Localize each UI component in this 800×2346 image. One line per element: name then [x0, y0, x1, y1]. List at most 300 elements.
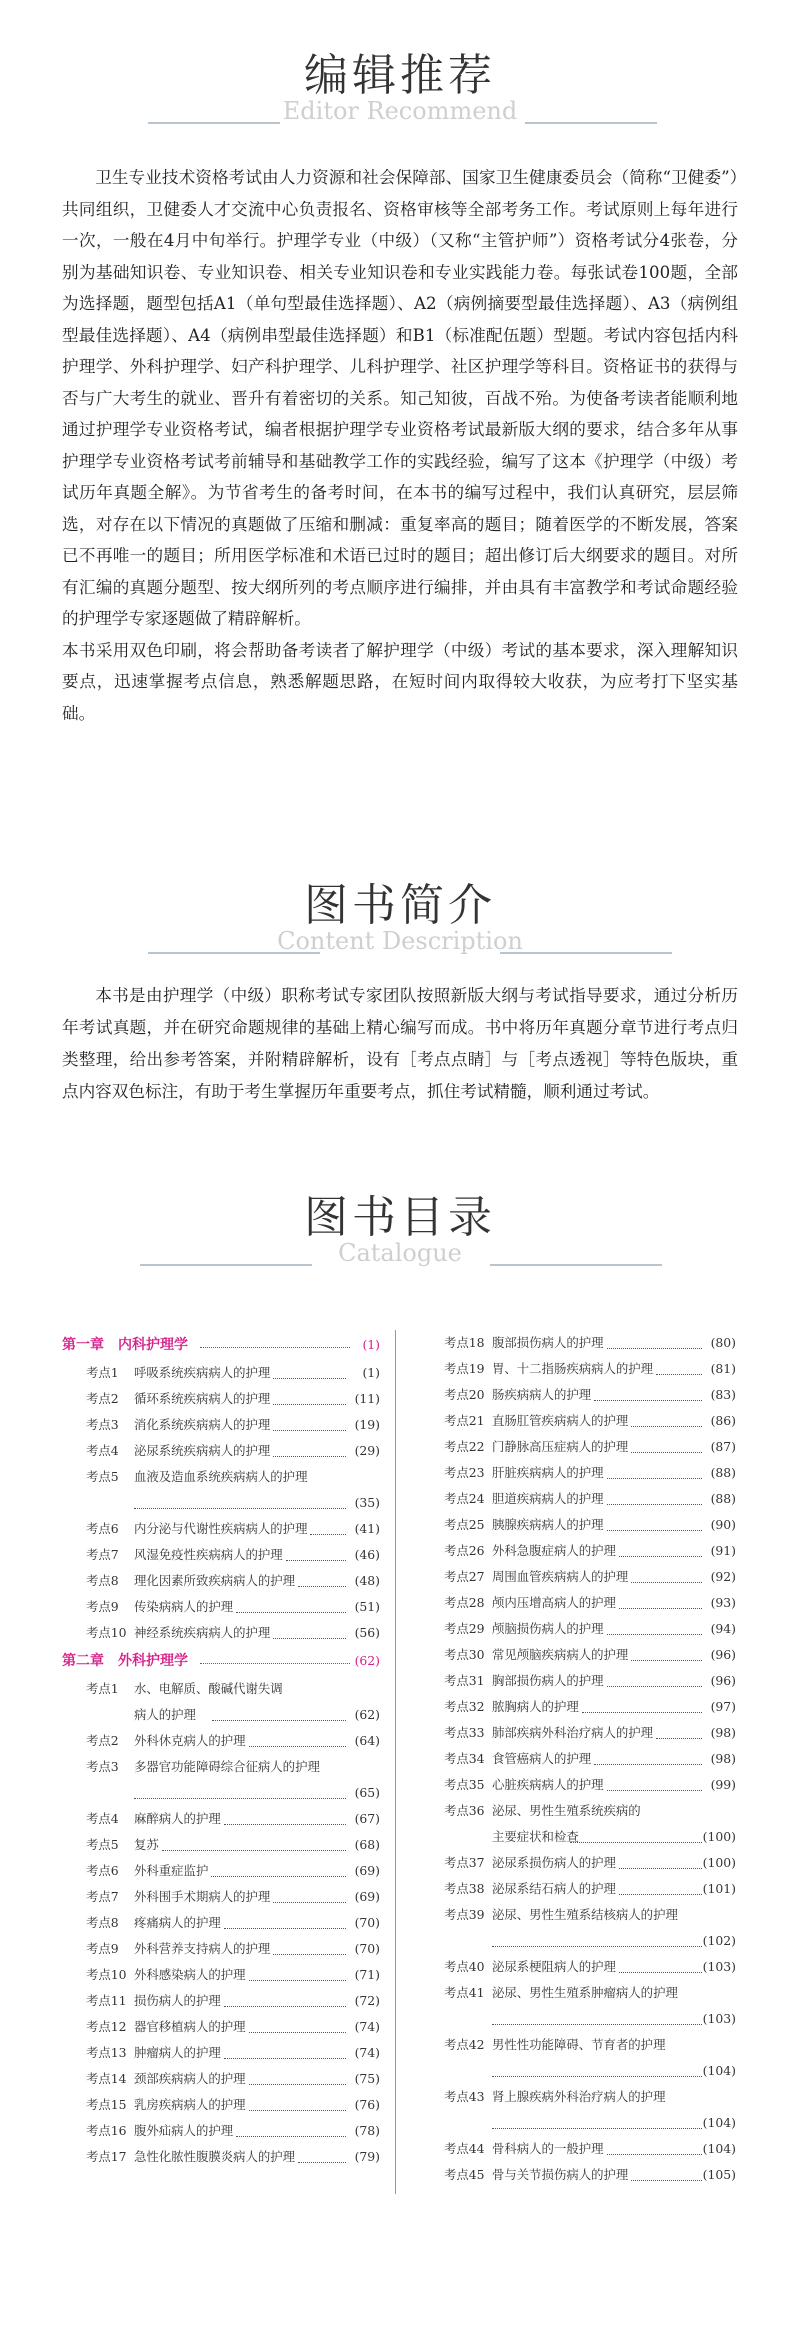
leader-dots — [273, 1404, 346, 1405]
entry-number: 考点6 — [86, 1863, 119, 1878]
entry-page: (98) — [710, 1725, 736, 1740]
entry-number: 考点18 — [444, 1335, 485, 1350]
entry-page: (67) — [354, 1811, 380, 1826]
editor-text — [62, 162, 738, 729]
toc-entry[interactable] — [420, 1850, 736, 1876]
entry-page: (97) — [710, 1699, 736, 1714]
chapter-page: (62) — [354, 1653, 380, 1668]
leader-dots — [619, 1556, 702, 1557]
leader-dots — [607, 1634, 702, 1635]
entry-number: 考点4 — [86, 1811, 119, 1826]
entry-title: 肝脏疾病病人的护理 — [492, 1465, 604, 1480]
entry-number: 考点3 — [86, 1417, 119, 1432]
entry-number: 考点32 — [444, 1699, 485, 1714]
entry-number: 考点27 — [444, 1569, 485, 1584]
entry-title: 胰腺疾病病人的护理 — [492, 1517, 604, 1532]
entry-number: 考点9 — [86, 1941, 119, 1956]
toc-entry[interactable] — [62, 1676, 380, 1728]
entry-title: 脓胸病人的护理 — [492, 1699, 579, 1714]
toc-chapter[interactable] — [62, 1330, 380, 1360]
toc-entry[interactable] — [420, 1772, 736, 1798]
entry-number: 考点39 — [444, 1907, 485, 1922]
entry-number: 考点26 — [444, 1543, 485, 1558]
toc-entry[interactable] — [420, 1616, 736, 1642]
entry-title: 器官移植病人的护理 — [134, 2019, 246, 2034]
editor-title — [0, 50, 800, 124]
entry-title: 胸部损伤病人的护理 — [492, 1673, 604, 1688]
entry-page: (72) — [354, 1993, 380, 2008]
leader-dots — [273, 1954, 346, 1955]
editor-paragraph-2: 本书采用双色印刷，将会帮助备考读者了解护理学（中级）考试的基本要求，深入理解知识要点，迅速掌握考点信息，熟悉解题思路，在短时间内取得较大收获，为应考打下坚实基础。 — [62, 640, 738, 723]
entry-page: (100) — [702, 1829, 736, 1844]
entry-page: (104) — [702, 2115, 736, 2130]
entry-title: 心脏疾病病人的护理 — [492, 1777, 604, 1792]
entry-page: (69) — [354, 1889, 380, 1904]
entry-title-line2: 主要症状和检查 — [492, 1829, 579, 1844]
toc-entry[interactable] — [62, 1754, 380, 1806]
entry-title: 颅脑损伤病人的护理 — [492, 1621, 604, 1636]
leader-dots — [236, 2136, 346, 2137]
leader-dots — [134, 1508, 346, 1509]
leader-dots — [656, 1738, 702, 1739]
leader-dots — [310, 1534, 346, 1535]
entry-page: (41) — [354, 1521, 380, 1536]
entry-title: 神经系统疾病病人的护理 — [134, 1625, 271, 1640]
leader-dots — [619, 1608, 702, 1609]
entry-page: (104) — [702, 2063, 736, 2078]
entry-number: 考点13 — [86, 2045, 127, 2060]
entry-page: (74) — [354, 2045, 380, 2060]
toc-entry[interactable] — [420, 1486, 736, 1512]
toc-entry[interactable] — [62, 1386, 380, 1412]
entry-title: 泌尿系结石病人的护理 — [492, 1881, 616, 1896]
leader-dots — [236, 1612, 346, 1613]
entry-title: 肾上腺疾病外科治疗病人的护理 — [492, 2089, 666, 2104]
toc-entry[interactable] — [62, 1620, 380, 1646]
entry-page: (102) — [702, 1933, 736, 1948]
toc-entry[interactable] — [420, 2084, 736, 2136]
intro-title — [0, 880, 800, 954]
leader-dots — [619, 1972, 702, 1973]
entry-number: 考点38 — [444, 1881, 485, 1896]
leader-dots — [492, 2024, 702, 2025]
entry-number: 考点3 — [86, 1759, 119, 1774]
leader-dots — [607, 1790, 702, 1791]
entry-number: 考点15 — [86, 2097, 127, 2112]
entry-number: 考点8 — [86, 1573, 119, 1588]
entry-title: 门静脉高压症病人的护理 — [492, 1439, 629, 1454]
entry-title: 骨科病人的一般护理 — [492, 2141, 604, 2156]
toc-entry[interactable] — [420, 1876, 736, 1902]
toc-entry[interactable] — [420, 1538, 736, 1564]
leader-dots — [619, 1868, 702, 1869]
leader-dots — [249, 2032, 346, 2033]
entry-page: (92) — [710, 1569, 736, 1584]
toc-entry[interactable] — [62, 2092, 380, 2118]
intro-text — [62, 980, 738, 1108]
leader-dots — [631, 1660, 702, 1661]
toc-entry[interactable] — [420, 1668, 736, 1694]
entry-page: (96) — [710, 1647, 736, 1662]
entry-page: (80) — [710, 1335, 736, 1350]
entry-number: 考点29 — [444, 1621, 485, 1636]
entry-title: 胃、十二指肠疾病病人的护理 — [492, 1361, 654, 1376]
chapter-page: (1) — [362, 1337, 380, 1352]
toc-entry[interactable] — [62, 1360, 380, 1386]
entry-page: (64) — [354, 1733, 380, 1748]
entry-page: (56) — [354, 1625, 380, 1640]
entry-title: 泌尿系梗阻病人的护理 — [492, 1959, 616, 1974]
entry-title: 外科重症监护 — [134, 1863, 209, 1878]
entry-page: (90) — [710, 1517, 736, 1532]
entry-page: (51) — [354, 1599, 380, 1614]
toc-entry[interactable] — [420, 1408, 736, 1434]
leader-dots — [273, 1638, 346, 1639]
intro-paragraph: 本书是由护理学（中级）职称考试专家团队按照新版大纲与考试指导要求，通过分析历年考试真题，并在研究命题规律的基础上精心编写而成。书中将历年真题分章节进行考点归类整理，给出参考答案，并附精辟解析，设有［考点点睛］与［考点透视］等特色版块，重点内容双色标注，有助于考生掌握历年重要考点，抓住考试精髓，顺利通过考试。 — [62, 986, 738, 1101]
entry-number: 考点20 — [444, 1387, 485, 1402]
toc-entry[interactable] — [420, 1356, 736, 1382]
toc-entry[interactable] — [420, 1642, 736, 1668]
entry-title: 麻醉病人的护理 — [134, 1811, 221, 1826]
entry-number: 考点1 — [86, 1681, 119, 1696]
toc-entry[interactable] — [420, 2162, 736, 2188]
entry-number: 考点7 — [86, 1547, 119, 1562]
entry-page: (81) — [710, 1361, 736, 1376]
entry-page: (48) — [354, 1573, 380, 1588]
leader-dots — [134, 1798, 346, 1799]
toc-entry[interactable] — [420, 1798, 736, 1850]
leader-dots — [631, 2180, 702, 2181]
entry-number: 考点5 — [86, 1837, 119, 1852]
leader-dots — [631, 1452, 702, 1453]
entry-title: 外科急腹症病人的护理 — [492, 1543, 616, 1558]
entry-number: 考点35 — [444, 1777, 485, 1792]
toc-entry[interactable] — [62, 1542, 380, 1568]
entry-title: 理化因素所致疾病病人的护理 — [134, 1573, 296, 1588]
entry-page: (105) — [702, 2167, 736, 2182]
toc-entry[interactable] — [62, 2040, 380, 2066]
entry-number: 考点44 — [444, 2141, 485, 2156]
entry-page: (103) — [702, 2011, 736, 2026]
toc-entry[interactable] — [420, 2032, 736, 2084]
leader-dots — [594, 1400, 702, 1401]
entry-title: 骨与关节损伤病人的护理 — [492, 2167, 629, 2182]
leader-dots — [273, 1430, 346, 1431]
entry-number: 考点19 — [444, 1361, 485, 1376]
toc-entry[interactable] — [62, 1594, 380, 1620]
entry-page: (87) — [710, 1439, 736, 1454]
entry-page: (99) — [710, 1777, 736, 1792]
section-title-en: Catalogue — [338, 1239, 462, 1267]
toc-entry[interactable] — [420, 1434, 736, 1460]
entry-number: 考点24 — [444, 1491, 485, 1506]
entry-page: (101) — [702, 1881, 736, 1896]
entry-title: 泌尿系统疾病病人的护理 — [134, 1443, 271, 1458]
entry-title: 周围血管疾病病人的护理 — [492, 1569, 629, 1584]
toc-left-column — [62, 1330, 380, 2170]
leader-dots — [249, 1980, 346, 1981]
toc-entry[interactable] — [62, 1568, 380, 1594]
entry-title: 胆道疾病病人的护理 — [492, 1491, 604, 1506]
entry-page: (79) — [354, 2149, 380, 2164]
toc-entry[interactable] — [420, 1330, 736, 1356]
toc-right-column — [420, 1330, 736, 2188]
entry-title: 男性性功能障碍、节育者的护理 — [492, 2037, 666, 2052]
leader-dots — [656, 1374, 702, 1375]
entry-title: 损伤病人的护理 — [134, 1993, 221, 2008]
entry-page: (88) — [710, 1491, 736, 1506]
entry-number: 考点31 — [444, 1673, 485, 1688]
toc-entry[interactable] — [62, 1936, 380, 1962]
entry-title: 内分泌与代谢性疾病病人的护理 — [134, 1521, 308, 1536]
entry-number: 考点41 — [444, 1985, 485, 2000]
leader-dots — [298, 1586, 346, 1587]
leader-dots — [631, 1426, 702, 1427]
toc-entry[interactable] — [62, 1858, 380, 1884]
leader-dots — [200, 1347, 350, 1348]
entry-title: 直肠肛管疾病病人的护理 — [492, 1413, 629, 1428]
leader-dots — [224, 2006, 346, 2007]
entry-page: (35) — [354, 1495, 380, 1510]
toc-entry[interactable] — [62, 1464, 380, 1516]
entry-number: 考点23 — [444, 1465, 485, 1480]
entry-number: 考点25 — [444, 1517, 485, 1532]
entry-title: 多器官功能障碍综合征病人的护理 — [134, 1759, 320, 1774]
entry-page: (93) — [710, 1595, 736, 1610]
leader-dots — [212, 1720, 346, 1721]
entry-page: (96) — [710, 1673, 736, 1688]
toc-entry[interactable] — [62, 1516, 380, 1542]
section-title-en: Editor Recommend — [282, 97, 518, 125]
entry-number: 考点22 — [444, 1439, 485, 1454]
entry-title: 乳房疾病病人的护理 — [134, 2097, 246, 2112]
entry-number: 考点11 — [86, 1993, 127, 2008]
toc-entry[interactable] — [420, 1746, 736, 1772]
leader-dots — [224, 1928, 346, 1929]
toc-entry[interactable] — [420, 1512, 736, 1538]
toc-entry[interactable] — [420, 1590, 736, 1616]
entry-page: (65) — [354, 1785, 380, 1800]
leader-dots — [607, 2154, 702, 2155]
entry-title: 传染病病人的护理 — [134, 1599, 234, 1614]
entry-title: 呼吸系统疾病病人的护理 — [134, 1365, 271, 1380]
toc-entry[interactable] — [62, 1988, 380, 2014]
leader-dots — [249, 1746, 346, 1747]
leader-dots — [594, 1764, 702, 1765]
toc-entry[interactable] — [62, 2144, 380, 2170]
entry-number: 考点16 — [86, 2123, 127, 2138]
toc-entry[interactable] — [420, 1564, 736, 1590]
toc-chapter[interactable] — [62, 1646, 380, 1676]
leader-dots — [607, 1686, 702, 1687]
leader-dots — [607, 1348, 702, 1349]
entry-title: 急性化脓性腹膜炎病人的护理 — [134, 2149, 296, 2164]
catalogue-title — [0, 1192, 800, 1266]
leader-dots — [619, 1894, 702, 1895]
toc-entry[interactable] — [62, 2014, 380, 2040]
entry-page: (11) — [354, 1391, 380, 1406]
entry-title: 外科围手术期病人的护理 — [134, 1889, 271, 1904]
entry-page: (70) — [354, 1915, 380, 1930]
leader-dots — [607, 1478, 702, 1479]
toc-entry[interactable] — [420, 1720, 736, 1746]
chapter-title: 第一章 内科护理学 — [62, 1337, 188, 1353]
leader-dots — [570, 1842, 702, 1843]
entry-title: 消化系统疾病病人的护理 — [134, 1417, 271, 1432]
toc-entry[interactable] — [62, 2066, 380, 2092]
entry-title: 循环系统疾病病人的护理 — [134, 1391, 271, 1406]
entry-number: 考点43 — [444, 2089, 485, 2104]
entry-page: (46) — [354, 1547, 380, 1562]
entry-title-line2: 病人的护理 — [134, 1707, 196, 1722]
entry-title: 食管癌病人的护理 — [492, 1751, 592, 1766]
entry-page: (83) — [710, 1387, 736, 1402]
entry-number: 考点12 — [86, 2019, 127, 2034]
toc-entry[interactable] — [420, 1694, 736, 1720]
entry-title: 肿瘤病人的护理 — [134, 2045, 221, 2060]
toc-entry[interactable] — [62, 1728, 380, 1754]
toc-entry[interactable] — [62, 1412, 380, 1438]
toc-entry[interactable] — [62, 2118, 380, 2144]
leader-dots — [224, 1824, 346, 1825]
section-title-cn: 编辑推荐 — [304, 50, 496, 101]
toc-divider — [395, 1330, 396, 2194]
entry-page: (100) — [702, 1855, 736, 1870]
entry-page: (71) — [354, 1967, 380, 1982]
toc-entry[interactable] — [420, 1902, 736, 1954]
entry-page: (78) — [354, 2123, 380, 2138]
leader-dots — [582, 1712, 702, 1713]
leader-dots — [492, 1946, 702, 1947]
entry-title: 颅内压增高病人的护理 — [492, 1595, 616, 1610]
entry-page: (88) — [710, 1465, 736, 1480]
entry-title: 风湿免疫性疾病病人的护理 — [134, 1547, 283, 1562]
entry-number: 考点2 — [86, 1733, 119, 1748]
section-title-en: Content Description — [277, 927, 523, 955]
entry-number: 考点4 — [86, 1443, 119, 1458]
entry-title: 腹外疝病人的护理 — [134, 2123, 234, 2138]
entry-number: 考点40 — [444, 1959, 485, 1974]
entry-number: 考点10 — [86, 1967, 127, 1982]
toc-entry[interactable] — [420, 1980, 736, 2032]
leader-dots — [249, 2110, 346, 2111]
entry-number: 考点9 — [86, 1599, 119, 1614]
entry-page: (94) — [710, 1621, 736, 1636]
entry-title: 外科感染病人的护理 — [134, 1967, 246, 1982]
entry-title: 泌尿、男性生殖系肿瘤病人的护理 — [492, 1985, 678, 2000]
toc-entry[interactable] — [62, 1806, 380, 1832]
entry-title: 水、电解质、酸碱代谢失调 — [134, 1681, 283, 1696]
entry-title: 泌尿系损伤病人的护理 — [492, 1855, 616, 1870]
entry-title: 泌尿、男性生殖系统疾病的 — [492, 1803, 641, 1818]
toc-entry[interactable] — [62, 1832, 380, 1858]
toc-entry[interactable] — [420, 1382, 736, 1408]
leader-dots — [273, 1378, 346, 1379]
leader-dots — [492, 2076, 702, 2077]
entry-title: 腹部损伤病人的护理 — [492, 1335, 604, 1350]
entry-page: (19) — [354, 1417, 380, 1432]
leader-dots — [162, 1850, 346, 1851]
leader-dots — [607, 1504, 702, 1505]
entry-title: 血液及造血系统疾病病人的护理 — [134, 1469, 308, 1484]
entry-number: 考点5 — [86, 1469, 119, 1484]
entry-page: (62) — [354, 1707, 380, 1722]
entry-page: (86) — [710, 1413, 736, 1428]
entry-title: 肺部疾病外科治疗病人的护理 — [492, 1725, 654, 1740]
editor-recommend-section — [0, 50, 800, 124]
entry-page: (104) — [702, 2141, 736, 2156]
section-title-cn: 图书简介 — [304, 880, 496, 931]
entry-page: (29) — [354, 1443, 380, 1458]
section-title-cn: 图书目录 — [304, 1192, 496, 1243]
toc-entry[interactable] — [420, 1460, 736, 1486]
entry-page: (76) — [354, 2097, 380, 2112]
leader-dots — [631, 1582, 702, 1583]
entry-number: 考点17 — [86, 2149, 127, 2164]
entry-number: 考点6 — [86, 1521, 119, 1536]
entry-number: 考点10 — [86, 1625, 127, 1640]
toc-entry[interactable] — [62, 1962, 380, 1988]
entry-number: 考点7 — [86, 1889, 119, 1904]
entry-page: (91) — [710, 1543, 736, 1558]
entry-number: 考点2 — [86, 1391, 119, 1406]
entry-title: 外科休克病人的护理 — [134, 1733, 246, 1748]
entry-page: (75) — [354, 2071, 380, 2086]
entry-number: 考点42 — [444, 2037, 485, 2052]
entry-number: 考点33 — [444, 1725, 485, 1740]
entry-page: (70) — [354, 1941, 380, 1956]
editor-paragraph-1: 卫生专业技术资格考试由人力资源和社会保障部、国家卫生健康委员会（简称“卫健委”）共同组织，卫健委人才交流中心负责报名、资格审核等全部考务工作。考试原则上每年进行一次，一般在4月中旬举行。护理学专业（中级）（又称“主管护师”）资格考试分4张卷，分别为基础知识卷、专业知识卷、相关专业知识卷和专业实践能力卷。每张试卷100题，全部为选择题，题型包括A1（单句型最佳选择题）、A2（病例摘要型最佳选择题）、A3（病例组型最佳选择题）、A4（病例串型最佳选择题）和B1（标准配伍题）型题。考试内容包括内科护理学、外科护理学、妇产科护理学、儿科护理学、社区护理学等科目。资格证书的获得与否与广大考生的就业、晋升有着密切的关系。知己知彼，百战不殆。为使备考读者能顺利地通过护理学专业资格考试，编者根据护理学专业资格考试最新版大纲的要求，结合多年从事护理学专业资格考试考前辅导和基础教学工作的实践经验，编写了这本《护理学（中级）考试历年真题全解》。为节省考生的备考时间，在本书的编写过程中，我们认真研究，层层筛选，对存在以下情况的真题做了压缩和删减：重复率高的题目；随着医学的不断发展，答案已不再唯一的题目；所用医学标准和术语已过时的题目；超出修订后大纲要求的题目。对所有汇编的真题分题型、按大纲所列的考点顺序进行编排，并由具有丰富教学和考试命题经验的护理学专家逐题做了精辟解析。 — [62, 168, 738, 628]
toc-entry[interactable] — [62, 1910, 380, 1936]
entry-page: (103) — [702, 1959, 736, 1974]
catalogue-section — [0, 1192, 800, 1266]
entry-title: 复苏 — [134, 1837, 159, 1852]
entry-number: 考点34 — [444, 1751, 485, 1766]
toc-entry[interactable] — [62, 1438, 380, 1464]
leader-dots — [211, 1876, 346, 1877]
entry-number: 考点45 — [444, 2167, 485, 2182]
toc-entry[interactable] — [420, 2136, 736, 2162]
entry-title: 肠疾病病人的护理 — [492, 1387, 592, 1402]
entry-page: (69) — [354, 1863, 380, 1878]
chapter-title: 第二章 外科护理学 — [62, 1653, 188, 1669]
entry-page: (98) — [710, 1751, 736, 1766]
entry-number: 考点37 — [444, 1855, 485, 1870]
leader-dots — [200, 1663, 350, 1664]
entry-number: 考点30 — [444, 1647, 485, 1662]
entry-title: 常见颅脑疾病病人的护理 — [492, 1647, 629, 1662]
entry-title: 颈部疾病病人的护理 — [134, 2071, 246, 2086]
entry-page: (74) — [354, 2019, 380, 2034]
entry-number: 考点36 — [444, 1803, 485, 1818]
entry-number: 考点14 — [86, 2071, 127, 2086]
entry-title: 疼痛病人的护理 — [134, 1915, 221, 1930]
leader-dots — [492, 2128, 702, 2129]
leader-dots — [286, 1560, 346, 1561]
toc-entry[interactable] — [420, 1954, 736, 1980]
entry-number: 考点1 — [86, 1365, 119, 1380]
leader-dots — [298, 2162, 346, 2163]
entry-page: (1) — [362, 1365, 380, 1380]
content-description-section — [0, 880, 800, 954]
entry-number: 考点8 — [86, 1915, 119, 1930]
entry-page: (68) — [354, 1837, 380, 1852]
entry-title: 外科营养支持病人的护理 — [134, 1941, 271, 1956]
entry-number: 考点28 — [444, 1595, 485, 1610]
toc-entry[interactable] — [62, 1884, 380, 1910]
leader-dots — [273, 1456, 346, 1457]
entry-number: 考点21 — [444, 1413, 485, 1428]
